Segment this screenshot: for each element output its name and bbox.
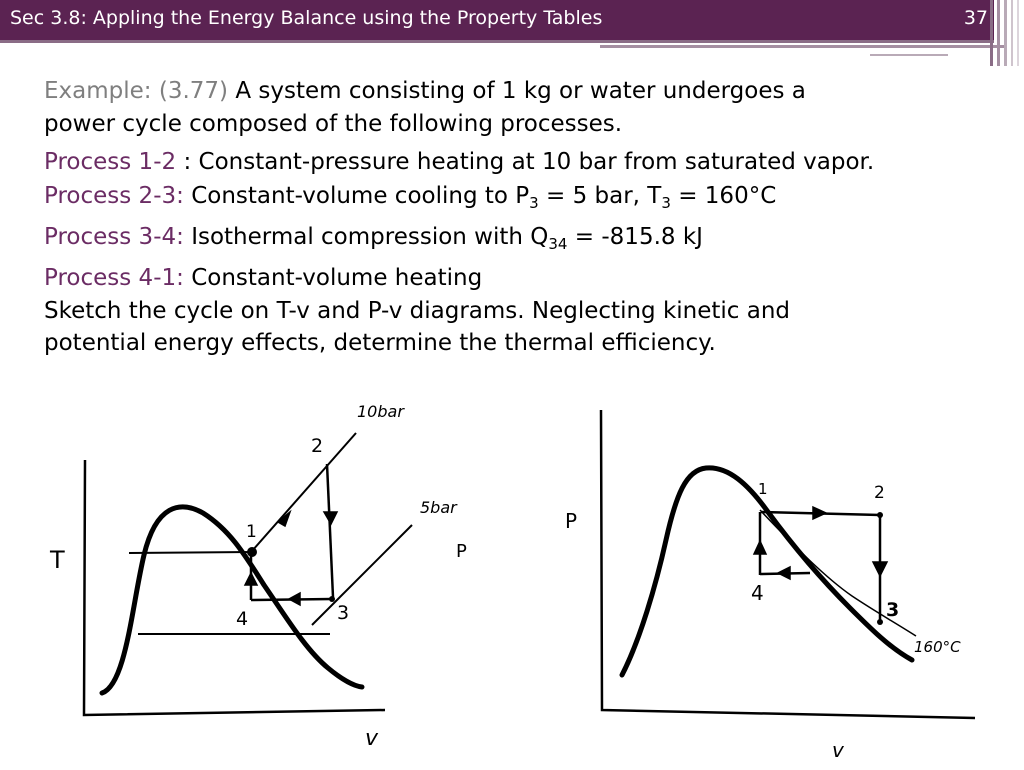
process-1-2: [44, 145, 994, 179]
corner-ornament: [0, 0, 1024, 80]
tv-diagram: [40, 385, 467, 765]
pv-state-label-3: 3: [886, 599, 900, 621]
task-line-2: potential energy effects, determine the thermal efficiency.: [44, 330, 716, 356]
tv-state-point-1: [247, 547, 257, 557]
slide-content: [44, 75, 994, 359]
example-label: Example:: [44, 78, 152, 104]
process-text: Constant-pressure heating at 10 bar from saturated vapor.: [191, 149, 875, 175]
process-text: = 5 bar, T: [538, 183, 662, 209]
tv-isobar-10bar: [252, 433, 356, 551]
tv-x-axis-label: v: [365, 726, 379, 751]
task-line-1: Sketch the cycle on T-v and P-v diagrams. Neglecting kinetic and: [44, 298, 791, 324]
pv-y-axis: [601, 410, 975, 718]
process-text: = -815.8 kJ: [567, 224, 703, 250]
example-line-1: [44, 75, 994, 108]
pv-x-axis-label: v: [832, 738, 844, 762]
tv-isobar-low-label: 5bar: [420, 498, 457, 517]
pv-saturation-dome: [622, 468, 912, 675]
pv-y-axis-label: P: [565, 509, 578, 533]
process-2-3: [44, 179, 994, 220]
slide-title: Sec 3.8: Appling the Energy Balance using the Property Tables: [10, 7, 603, 29]
tv-arrow-3-4: [289, 593, 300, 605]
pv-state-label-4: 4: [751, 581, 764, 605]
pv-diagram: [560, 400, 980, 770]
tv-isobar-5bar: [312, 525, 412, 625]
tv-y-axis-label: T: [50, 546, 65, 574]
process-text: = 160°C: [670, 183, 777, 209]
tv-state-point-3: [329, 596, 335, 602]
pv-arrow-3-4: [778, 567, 790, 579]
example-number: (3.77): [158, 78, 229, 104]
subscript: 3: [529, 194, 539, 212]
process-text: Isothermal compression with Q: [183, 224, 549, 250]
process-separator: :: [176, 149, 192, 175]
tv-isobar-high-label: 10bar: [357, 402, 404, 421]
pv-state-point-2: [877, 512, 883, 518]
process-label: Process 1-2: [44, 149, 177, 175]
pv-arrow-2-3: [873, 562, 887, 576]
example-line-2: power cycle composed of the following processes.: [44, 111, 623, 137]
pv-state-label-1: 1: [758, 480, 768, 498]
tv-side-label: P: [456, 541, 467, 562]
process-label: Process 3-4:: [44, 224, 184, 250]
process-4-1: [44, 261, 994, 295]
tv-state-label-1: 1: [246, 522, 257, 542]
tv-process-2-3: [327, 464, 333, 597]
tv-arrow-2-3: [324, 512, 337, 524]
process-text: Constant-volume cooling to P: [183, 183, 530, 209]
pv-state-label-2: 2: [874, 483, 885, 503]
tv-state-label-3: 3: [337, 602, 350, 624]
slide-number: 37: [963, 7, 988, 29]
tv-state-label-2: 2: [311, 435, 324, 457]
tv-tie-line-upper: [129, 552, 252, 553]
process-text: Constant-volume heating: [183, 265, 483, 291]
pv-arrow-1-2: [813, 507, 826, 519]
example-text: A system consisting of 1 kg or water undergoes a: [235, 78, 806, 104]
pv-state-point-3: [877, 619, 883, 625]
tv-state-label-4: 4: [236, 608, 249, 630]
pv-arrow-4-1: [754, 541, 766, 554]
pv-isotherm-label: 160°C: [914, 638, 961, 656]
process-label: Process 2-3:: [44, 183, 184, 209]
subscript: 34: [548, 235, 568, 253]
process-label: Process 4-1:: [44, 265, 184, 291]
subscript: 3: [661, 194, 671, 212]
process-3-4: [44, 220, 994, 261]
